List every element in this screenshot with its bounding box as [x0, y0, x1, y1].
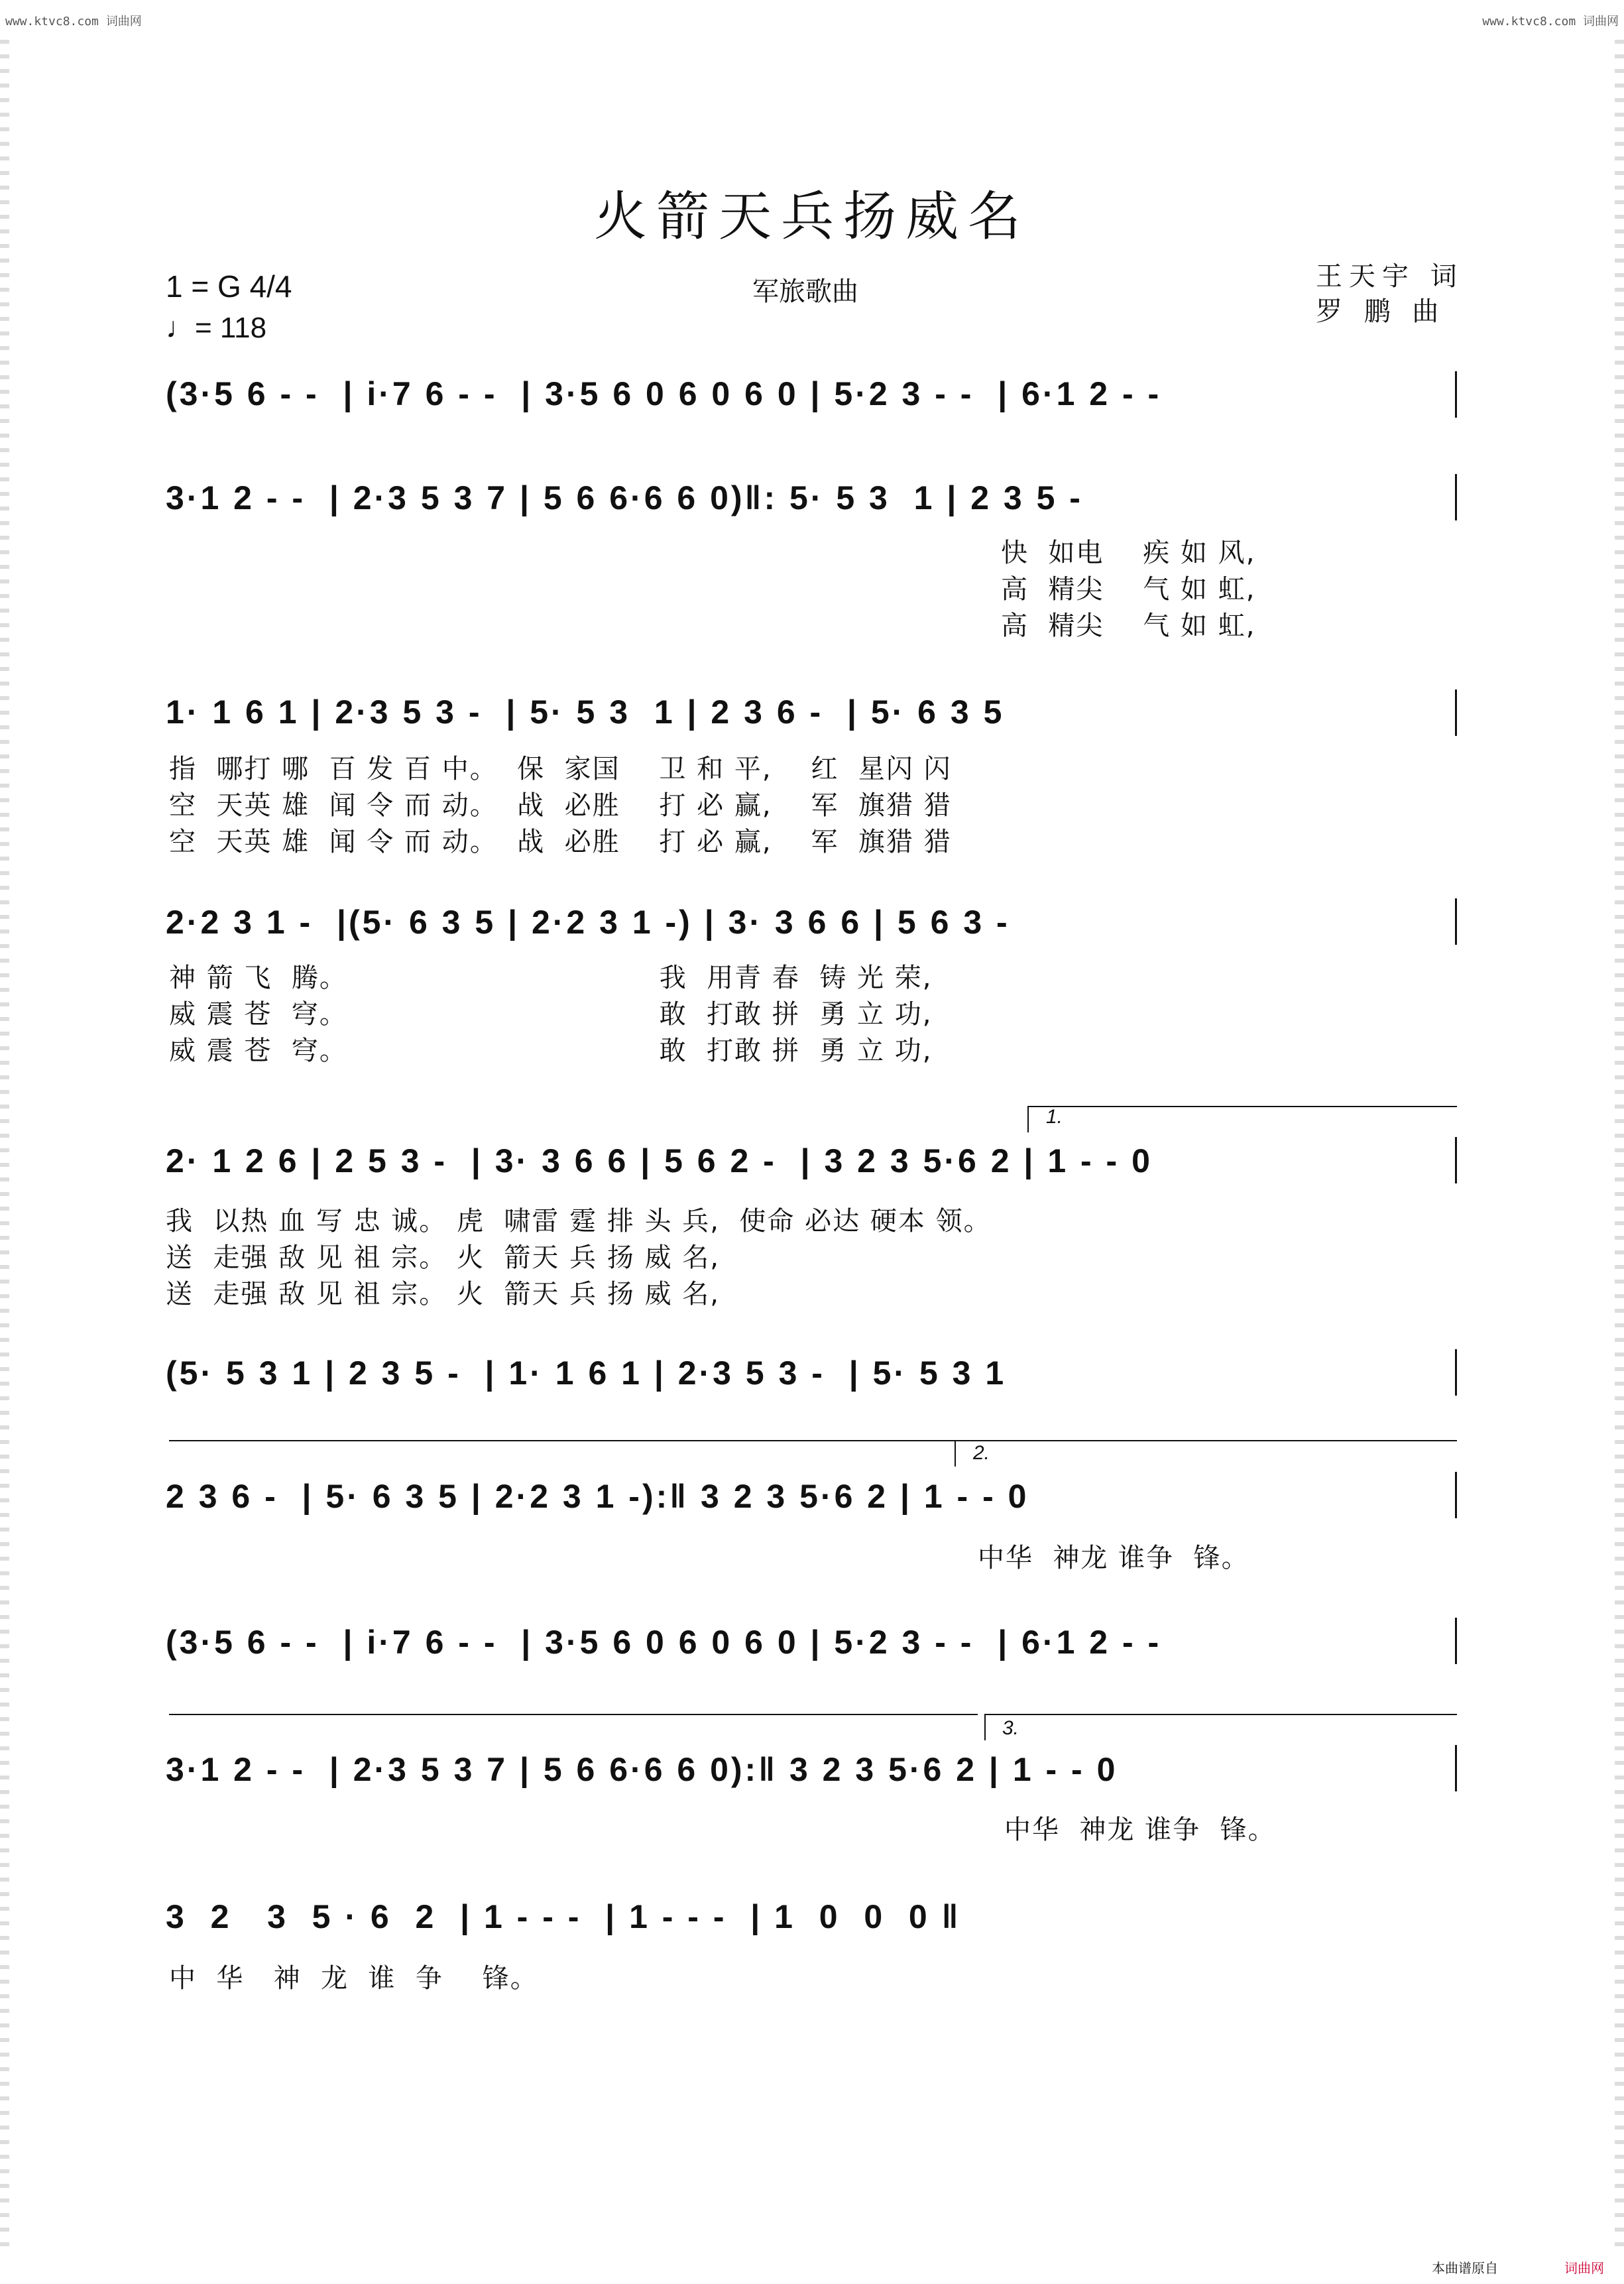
right-margin-watermark	[1615, 40, 1624, 2248]
notation-row-9: 3·1 2 - - | 2·3 5 3 7 | 5 6 6·6 6 0):‖ 3 2 3 5·6 2 | 1 - - 0	[166, 1751, 1118, 1788]
barline	[1455, 474, 1457, 520]
header-right: www.ktvc8.com 词曲网	[1482, 15, 1619, 29]
left-margin-watermark	[0, 40, 9, 2248]
barline	[1455, 1618, 1457, 1664]
barline	[1455, 898, 1457, 945]
volta-bracket-2-edge	[955, 1440, 956, 1467]
genre-label: 军旅歌曲	[752, 276, 858, 307]
tempo-marking: ♩= 118	[166, 312, 267, 344]
notation-row-10: 3 2 3 5 · 6 2 | 1 - - - | 1 - - - | 1 0 0 0 ‖	[166, 1898, 961, 1935]
notation-row-8: (3·5 6 - - | i·7 6 - - | 3·5 6 0 6 0 6 0 | 5·2 3 - - | 6·1 2 - -	[166, 1624, 1162, 1661]
footer-site-logo: 词曲网	[1564, 2260, 1604, 2276]
lyricist-credit: 王天宇 词	[1316, 261, 1464, 292]
notation-row-7: 2 3 6 - | 5· 6 3 5 | 2·2 3 1 -):‖ 3 2 3 5·6 2 | 1 - - 0	[166, 1478, 1029, 1515]
barline	[1455, 1349, 1457, 1396]
lyric-row-5-verse-1: 我 以热 血 写 忠 诚。 虎 啸雷 霆 排 头 兵, 使命 必达 硬本 领。	[166, 1206, 992, 1236]
volta-span-line	[169, 1440, 1024, 1441]
lyric-row-5-verse-2: 送 走强 敌 见 祖 宗。 火 箭天 兵 扬 威 名,	[166, 1242, 721, 1273]
volta-bracket-3-edge	[984, 1714, 986, 1740]
key-signature: 1 = G 4/4	[166, 269, 292, 304]
volta-bracket-3	[984, 1714, 1457, 1715]
composer-credit: 罗 鹏 曲	[1316, 296, 1446, 327]
volta-bracket-1	[1027, 1106, 1457, 1107]
volta-bracket-1-edge	[1027, 1106, 1029, 1132]
lyric-row-7: 中华 神龙 谁争 锋。	[978, 1543, 1249, 1573]
notation-row-6: (5· 5 3 1 | 2 3 5 - | 1· 1 6 1 | 2·3 5 3 - | 5· 5 3 1	[166, 1354, 1007, 1392]
header-left: www.ktvc8.com 词曲网	[5, 15, 142, 29]
notation-row-5: 2· 1 2 6 | 2 5 3 - | 3· 3 6 6 | 5 6 2 - | 3 2 3 5·6 2 | 1 - - 0	[166, 1142, 1153, 1179]
lyric-row-2-verse-1: 快 如电 疾 如 风,	[1001, 538, 1256, 568]
notation-row-4: 2·2 3 1 - |(5· 6 3 5 | 2·2 3 1 -) | 3· 3 6 6 | 5 6 3 -	[166, 904, 1010, 941]
volta-bracket-2	[955, 1440, 1457, 1441]
footer-source: 本曲谱原自	[1432, 2260, 1498, 2276]
volta-label-2: 2.	[973, 1442, 990, 1464]
volta-label-3: 3.	[1002, 1717, 1019, 1739]
volta-span-line-2	[169, 1714, 978, 1715]
lyric-row-4-verse-1: 神 箭 飞 腾。 我 用青 春 铸 光 荣,	[169, 963, 933, 993]
notation-row-1: (3·5 6 - - | i·7 6 - - | 3·5 6 0 6 0 6 0 | 5·2 3 - - | 6·1 2 - -	[166, 375, 1162, 412]
lyric-row-10: 中 华 神 龙 谁 争 锋。	[169, 1963, 538, 1994]
lyric-row-5-verse-3: 送 走强 敌 见 祖 宗。 火 箭天 兵 扬 威 名,	[166, 1279, 721, 1309]
volta-label-1: 1.	[1046, 1106, 1063, 1128]
lyric-row-3-verse-3: 空 天英 雄 闻 令 而 动。 战 必胜 打 必 赢, 军 旗猎 猎	[169, 827, 952, 857]
notation-row-3: 1· 1 6 1 | 2·3 5 3 - | 5· 5 3 1 | 2 3 6 - | 5· 6 3 5	[166, 693, 1005, 731]
lyric-row-2-verse-3: 高 精尖 气 如 虹,	[1001, 611, 1256, 641]
lyric-row-3-verse-1: 指 哪打 哪 百 发 百 中。 保 家国 卫 和 平, 红 星闪 闪	[169, 754, 952, 784]
lyric-row-4-verse-2: 威 震 苍 穹。 敢 打敢 拼 勇 立 功,	[169, 999, 933, 1030]
barline	[1455, 371, 1457, 418]
song-title: 火箭天兵扬威名	[594, 186, 1030, 247]
lyric-row-9: 中华 神龙 谁争 锋。	[1004, 1815, 1276, 1845]
notation-row-2: 3·1 2 - - | 2·3 5 3 7 | 5 6 6·6 6 0)‖: 5· 5 3 1 | 2 3 5 -	[166, 479, 1083, 516]
lyric-row-3-verse-2: 空 天英 雄 闻 令 而 动。 战 必胜 打 必 赢, 军 旗猎 猎	[169, 790, 952, 821]
lyric-row-2-verse-2: 高 精尖 气 如 虹,	[1001, 574, 1256, 605]
barline	[1455, 1137, 1457, 1183]
lyric-row-4-verse-3: 威 震 苍 穹。 敢 打敢 拼 勇 立 功,	[169, 1036, 933, 1066]
barline	[1455, 690, 1457, 736]
barline	[1455, 1472, 1457, 1518]
barline	[1455, 1745, 1457, 1791]
